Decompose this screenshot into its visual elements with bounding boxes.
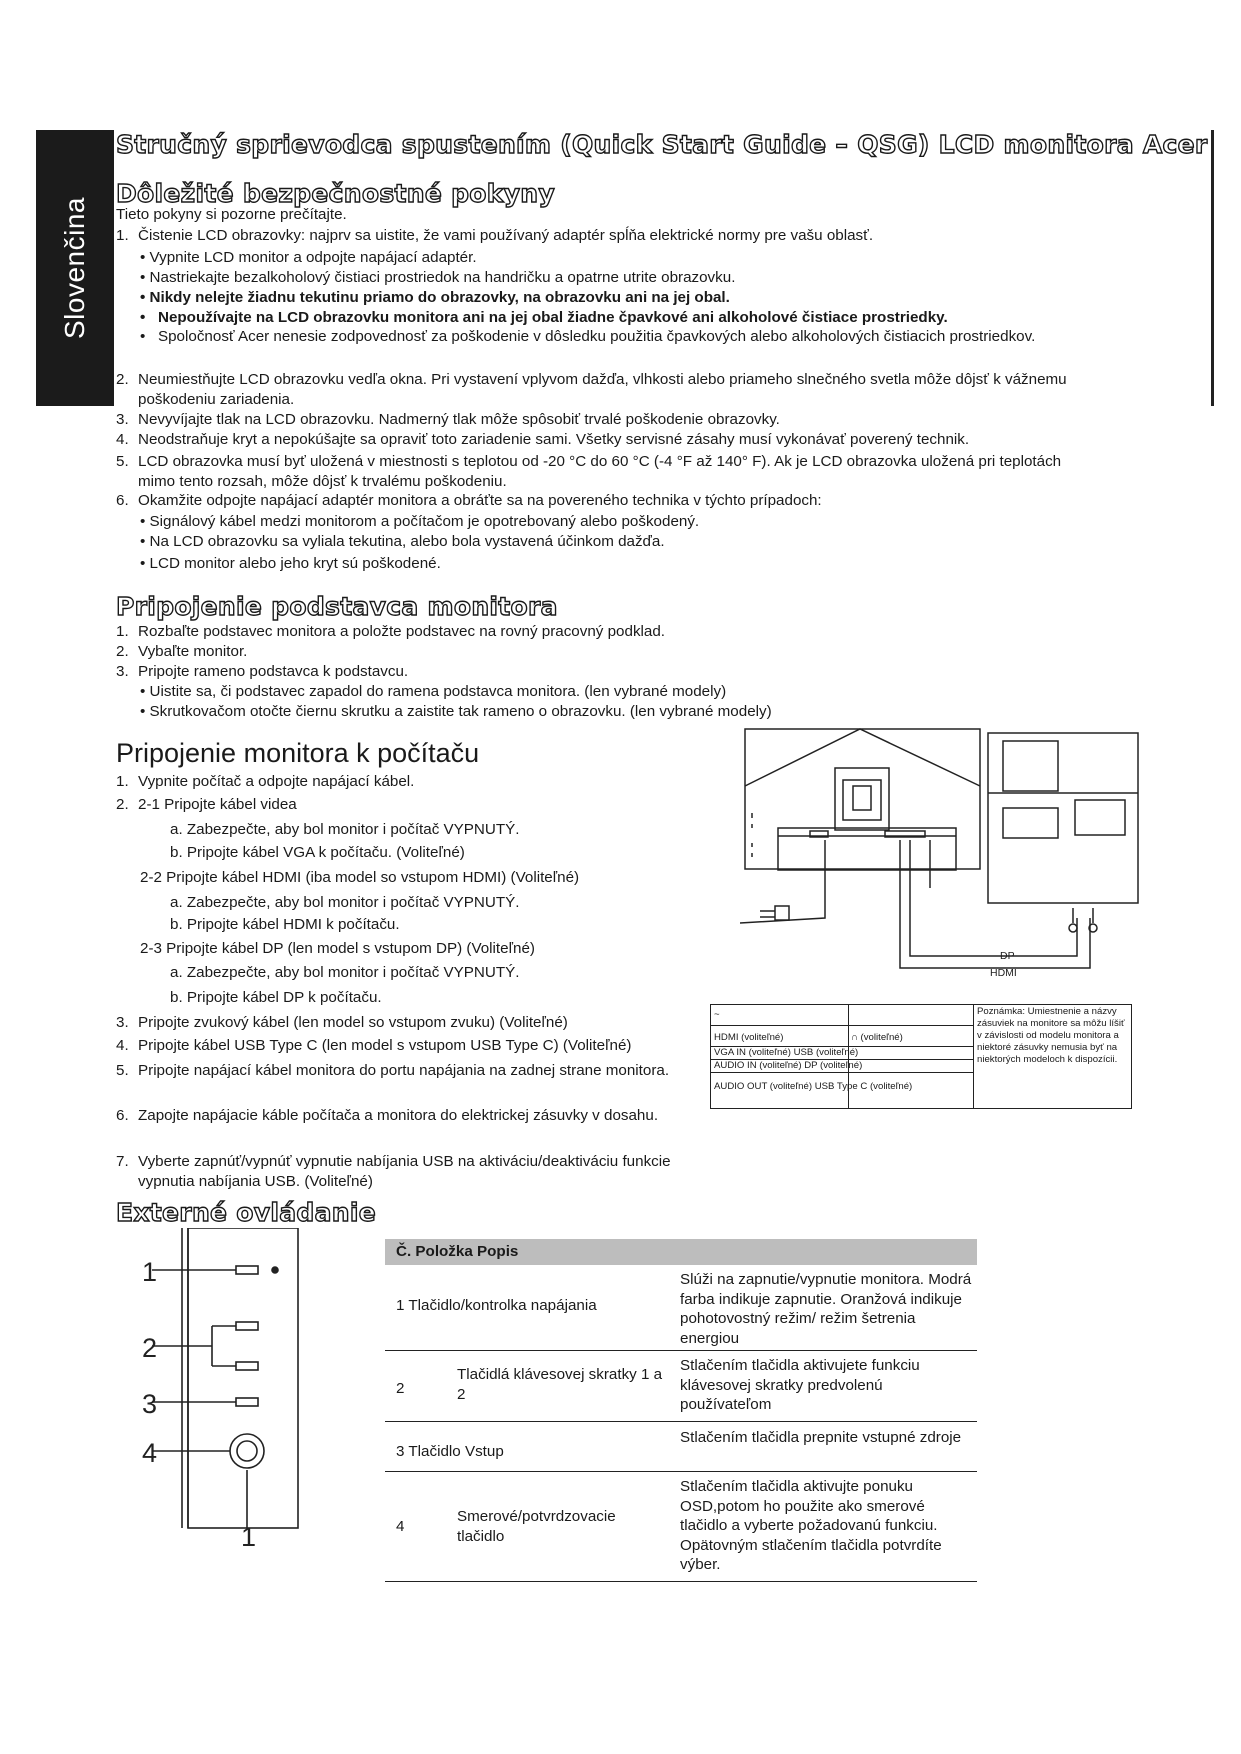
table-row: [385, 1473, 977, 1582]
safety-item-6: Okamžite odpojte napájací adaptér monitora a obráťte sa na povereného technika v týchto prípadoch:: [138, 492, 822, 509]
table-divider: [711, 1072, 973, 1073]
stand-sub-2: • Skrutkovačom otočte čiernu skrutku a zaistite tak rameno o obrazovku. (len vybrané modely): [140, 703, 772, 720]
panel-number-bottom: 1: [241, 1522, 257, 1548]
connect-step-7: Vyberte zapnúť/vypnúť vypnutie nabíjania USB na aktiváciu/deaktiváciu funkcie vypnutia nabíjania USB. (Voliteľné): [138, 1153, 671, 1190]
connection-illustration: [740, 728, 1145, 990]
list-number: 3.: [116, 663, 129, 680]
safety-sub-1: • Vypnite LCD monitor a odpojte napájací adaptér.: [140, 249, 477, 266]
monitor-back: [745, 729, 980, 869]
list-number: 6.: [116, 1107, 129, 1124]
safety-intro: Tieto pokyny si pozorne prečítajte.: [116, 206, 347, 223]
row-description: Stlačením tlačidla aktivujete funkciu klávesovej skratky predvolenú používateľom: [680, 1357, 920, 1414]
table-row: [385, 1423, 977, 1472]
row-description: Stlačením tlačidla aktivujte ponuku OSD,potom ho použite ako smerové tlačidlo a vyberte požadovanú funkciu. Opätovným stlačením tlačidla potvrdíte výber.: [680, 1478, 942, 1574]
safety-heading: Dôležité bezpečnostné pokyny: [116, 179, 556, 208]
external-heading: Externé ovládanie: [116, 1198, 376, 1227]
row-item: Tlačidlá klávesovej skratky 1 a 2: [457, 1366, 663, 1403]
row-description: Slúži na zapnutie/vypnutie monitora. Modrá farba indikuje zapnutie. Oranžová indikuje pohotovostný režim/ režim šetrenia energiou: [680, 1271, 972, 1347]
connect-step-5: Pripojte napájací kábel monitora do portu napájania na zadnej strane monitora.: [138, 1062, 670, 1079]
legend-cell: HDMI (voliteľné): [714, 1032, 784, 1043]
stand-item-3: Pripojte rameno podstavca k podstavcu.: [138, 663, 409, 680]
connect-dp-a: a. Zabezpečte, aby bol monitor i počítač VYPNUTÝ.: [170, 964, 520, 981]
button-panel-diagram: [130, 1228, 310, 1548]
connect-hdmi-b: b. Pripojte kábel HDMI k počítaču.: [170, 916, 400, 933]
port-legend-table: [710, 1004, 1132, 1109]
row-item: 3 Tlačidlo Vstup: [396, 1443, 504, 1460]
list-number: 1.: [116, 623, 129, 640]
connect-step-3: Pripojte zvukový kábel (len model so vstupom zvuku) (Voliteľné): [138, 1014, 568, 1031]
legend-cell: AUDIO OUT (voliteľné) USB Type C (voliteľné): [714, 1081, 913, 1092]
safety-item-3: Nevyvíjajte tlak na LCD obrazovku. Nadmerný tlak môže spôsobiť trvalé poškodenie obrazovky.: [138, 411, 780, 428]
list-number: 1.: [116, 773, 129, 790]
controls-table-header: Č. Položka Popis: [385, 1239, 977, 1265]
connect-video-b: b. Pripojte kábel VGA k počítaču. (Voliteľné): [170, 844, 465, 861]
page-title: Stručný sprievodca spustením (Quick Start Guide – QSG) LCD monitora Acer: [116, 130, 1208, 159]
row-item: 1 Tlačidlo/kontrolka napájania: [396, 1297, 597, 1314]
safety-sub6-1: • Signálový kábel medzi monitorom a počítačom je opotrebovaný alebo poškodený.: [140, 513, 700, 530]
safety-item-1: Čistenie LCD obrazovky: najprv sa uistite, že vami používaný adaptér spĺňa elektrické normy pre vašu oblasť.: [138, 227, 874, 244]
connect-step-1: Vypnite počítač a odpojte napájací kábel.: [138, 773, 415, 790]
safety-item-5: LCD obrazovka musí byť uložená v miestnosti s teplotou od -20 °C do 60 °C (-4 °F až 140° F). Ak je LCD obrazovka uložená pri teplotách mimo tento rozsah, môže dôjsť k trvalému poškodeniu.: [138, 453, 1062, 490]
stand-item-2: Vybaľte monitor.: [138, 643, 248, 660]
table-row: [385, 1267, 977, 1351]
legend-note: Poznámka: Umiestnenie a názvy zásuviek na monitore sa môžu líšiť v závislosti od modelu monitora a niektoré zásuvky nemusia byť na niektorých modeloch k dispozícii.: [977, 1006, 1125, 1065]
connect-step-4: Pripojte kábel USB Type C (len model s vstupom USB Type C) (Voliteľné): [138, 1037, 632, 1054]
language-tab: [36, 130, 114, 406]
legend-cell: VGA IN (voliteľné) USB (voliteľné): [714, 1047, 859, 1058]
connect-dp: 2-3 Pripojte kábel DP (len model s vstupom DP) (Voliteľné): [140, 940, 535, 957]
panel-number-3: 3: [142, 1389, 158, 1419]
connection-diagram: [740, 728, 1145, 990]
safety-item-2: Neumiestňujte LCD obrazovku vedľa okna. Pri vystavení vplyvom dažďa, vlhkosti alebo priameho slnečného svetla môže dôjsť k vážnemu poškodeniu zariadenia.: [138, 371, 1067, 408]
dp-cable-label: DP: [1000, 950, 1015, 962]
list-number: 5.: [116, 453, 129, 470]
legend-cell: ∩ (voliteľné): [851, 1032, 903, 1043]
safety-sub-3: • Nikdy nelejte žiadnu tekutinu priamo do obrazovky, na obrazovku ani na jej obal.: [140, 289, 730, 306]
connect-heading: Pripojenie monitora k počítaču: [116, 738, 480, 768]
panel-number-1: 1: [142, 1257, 158, 1287]
list-number: 2.: [116, 796, 129, 813]
connect-hdmi-a: a. Zabezpečte, aby bol monitor i počítač VYPNUTÝ.: [170, 894, 520, 911]
panel-number-2: 2: [142, 1333, 158, 1363]
safety-sub6-2: • Na LCD obrazovku sa vyliala tekutina, alebo bola vystavená účinkom dažďa.: [140, 533, 665, 550]
table-divider: [711, 1025, 973, 1026]
legend-cell: ~: [714, 1009, 720, 1020]
row-number: 4: [396, 1518, 405, 1535]
connect-step-6: Zapojte napájacie káble počítača a monitora do elektrickej zásuvky v dosahu.: [138, 1107, 659, 1124]
list-number: 5.: [116, 1062, 129, 1079]
list-number: 3.: [116, 411, 129, 428]
list-number: 3.: [116, 1014, 129, 1031]
control-panel-illustration: [130, 1228, 310, 1548]
safety-sub-2: • Nastriekajte bezalkoholový čistiaci prostriedok na handričku a opatrne utrite obrazovku.: [140, 269, 736, 286]
stand-heading: Pripojenie podstavca monitora: [116, 592, 558, 621]
list-number: 2.: [116, 643, 129, 660]
list-number: 4.: [116, 1037, 129, 1054]
list-number: 6.: [116, 492, 129, 509]
safety-sub-4: • Nepoužívajte na LCD obrazovku monitora ani na jej obal žiadne čpavkové ani alkoholové čistiace prostriedky.: [140, 309, 948, 326]
stand-sub-1: • Uistite sa, či podstavec zapadol do ramena podstavca monitora. (len vybrané modely): [140, 683, 727, 700]
safety-sub6-3: • LCD monitor alebo jeho kryt sú poškodené.: [140, 555, 441, 572]
list-number: 1.: [116, 227, 129, 244]
controls-table: [385, 1239, 977, 1574]
language-label: Slovenčina: [59, 197, 90, 339]
safety-item-4: Neodstraňuje kryt a nepokúšajte sa opraviť toto zariadenie sami. Všetky servisné zásahy musí vykonávať poverený technik.: [138, 431, 970, 448]
row-item: Smerové/potvrdzovacie tlačidlo: [457, 1508, 616, 1545]
safety-sub-5: • Spoločnosť Acer nenesie zodpovednosť za poškodenie v dôsledku použitia čpavkových alebo alkoholových čistiacich prostriedkov.: [140, 328, 1036, 345]
table-divider: [973, 1005, 974, 1108]
pc-tower: [988, 733, 1138, 903]
connect-video: 2-1 Pripojte kábel videa: [138, 796, 297, 813]
stand-item-1: Rozbaľte podstavec monitora a položte podstavec na rovný pracovný podklad.: [138, 623, 666, 640]
hdmi-cable-label: HDMI: [990, 967, 1017, 979]
connect-dp-b: b. Pripojte kábel DP k počítaču.: [170, 989, 382, 1006]
list-number: 4.: [116, 431, 129, 448]
list-number: 7.: [116, 1153, 129, 1170]
table-row: [385, 1352, 977, 1422]
margin-rule: [1211, 130, 1214, 406]
row-number: 2: [396, 1380, 405, 1397]
connect-video-a: a. Zabezpečte, aby bol monitor i počítač VYPNUTÝ.: [170, 821, 520, 838]
panel-number-4: 4: [142, 1438, 158, 1468]
legend-cell: AUDIO IN (voliteľné) DP (voliteľné): [714, 1060, 863, 1071]
connect-hdmi: 2-2 Pripojte kábel HDMI (iba model so vstupom HDMI) (Voliteľné): [140, 869, 580, 886]
list-number: 2.: [116, 371, 129, 388]
row-description: Stlačením tlačidla prepnite vstupné zdroje: [680, 1429, 962, 1446]
